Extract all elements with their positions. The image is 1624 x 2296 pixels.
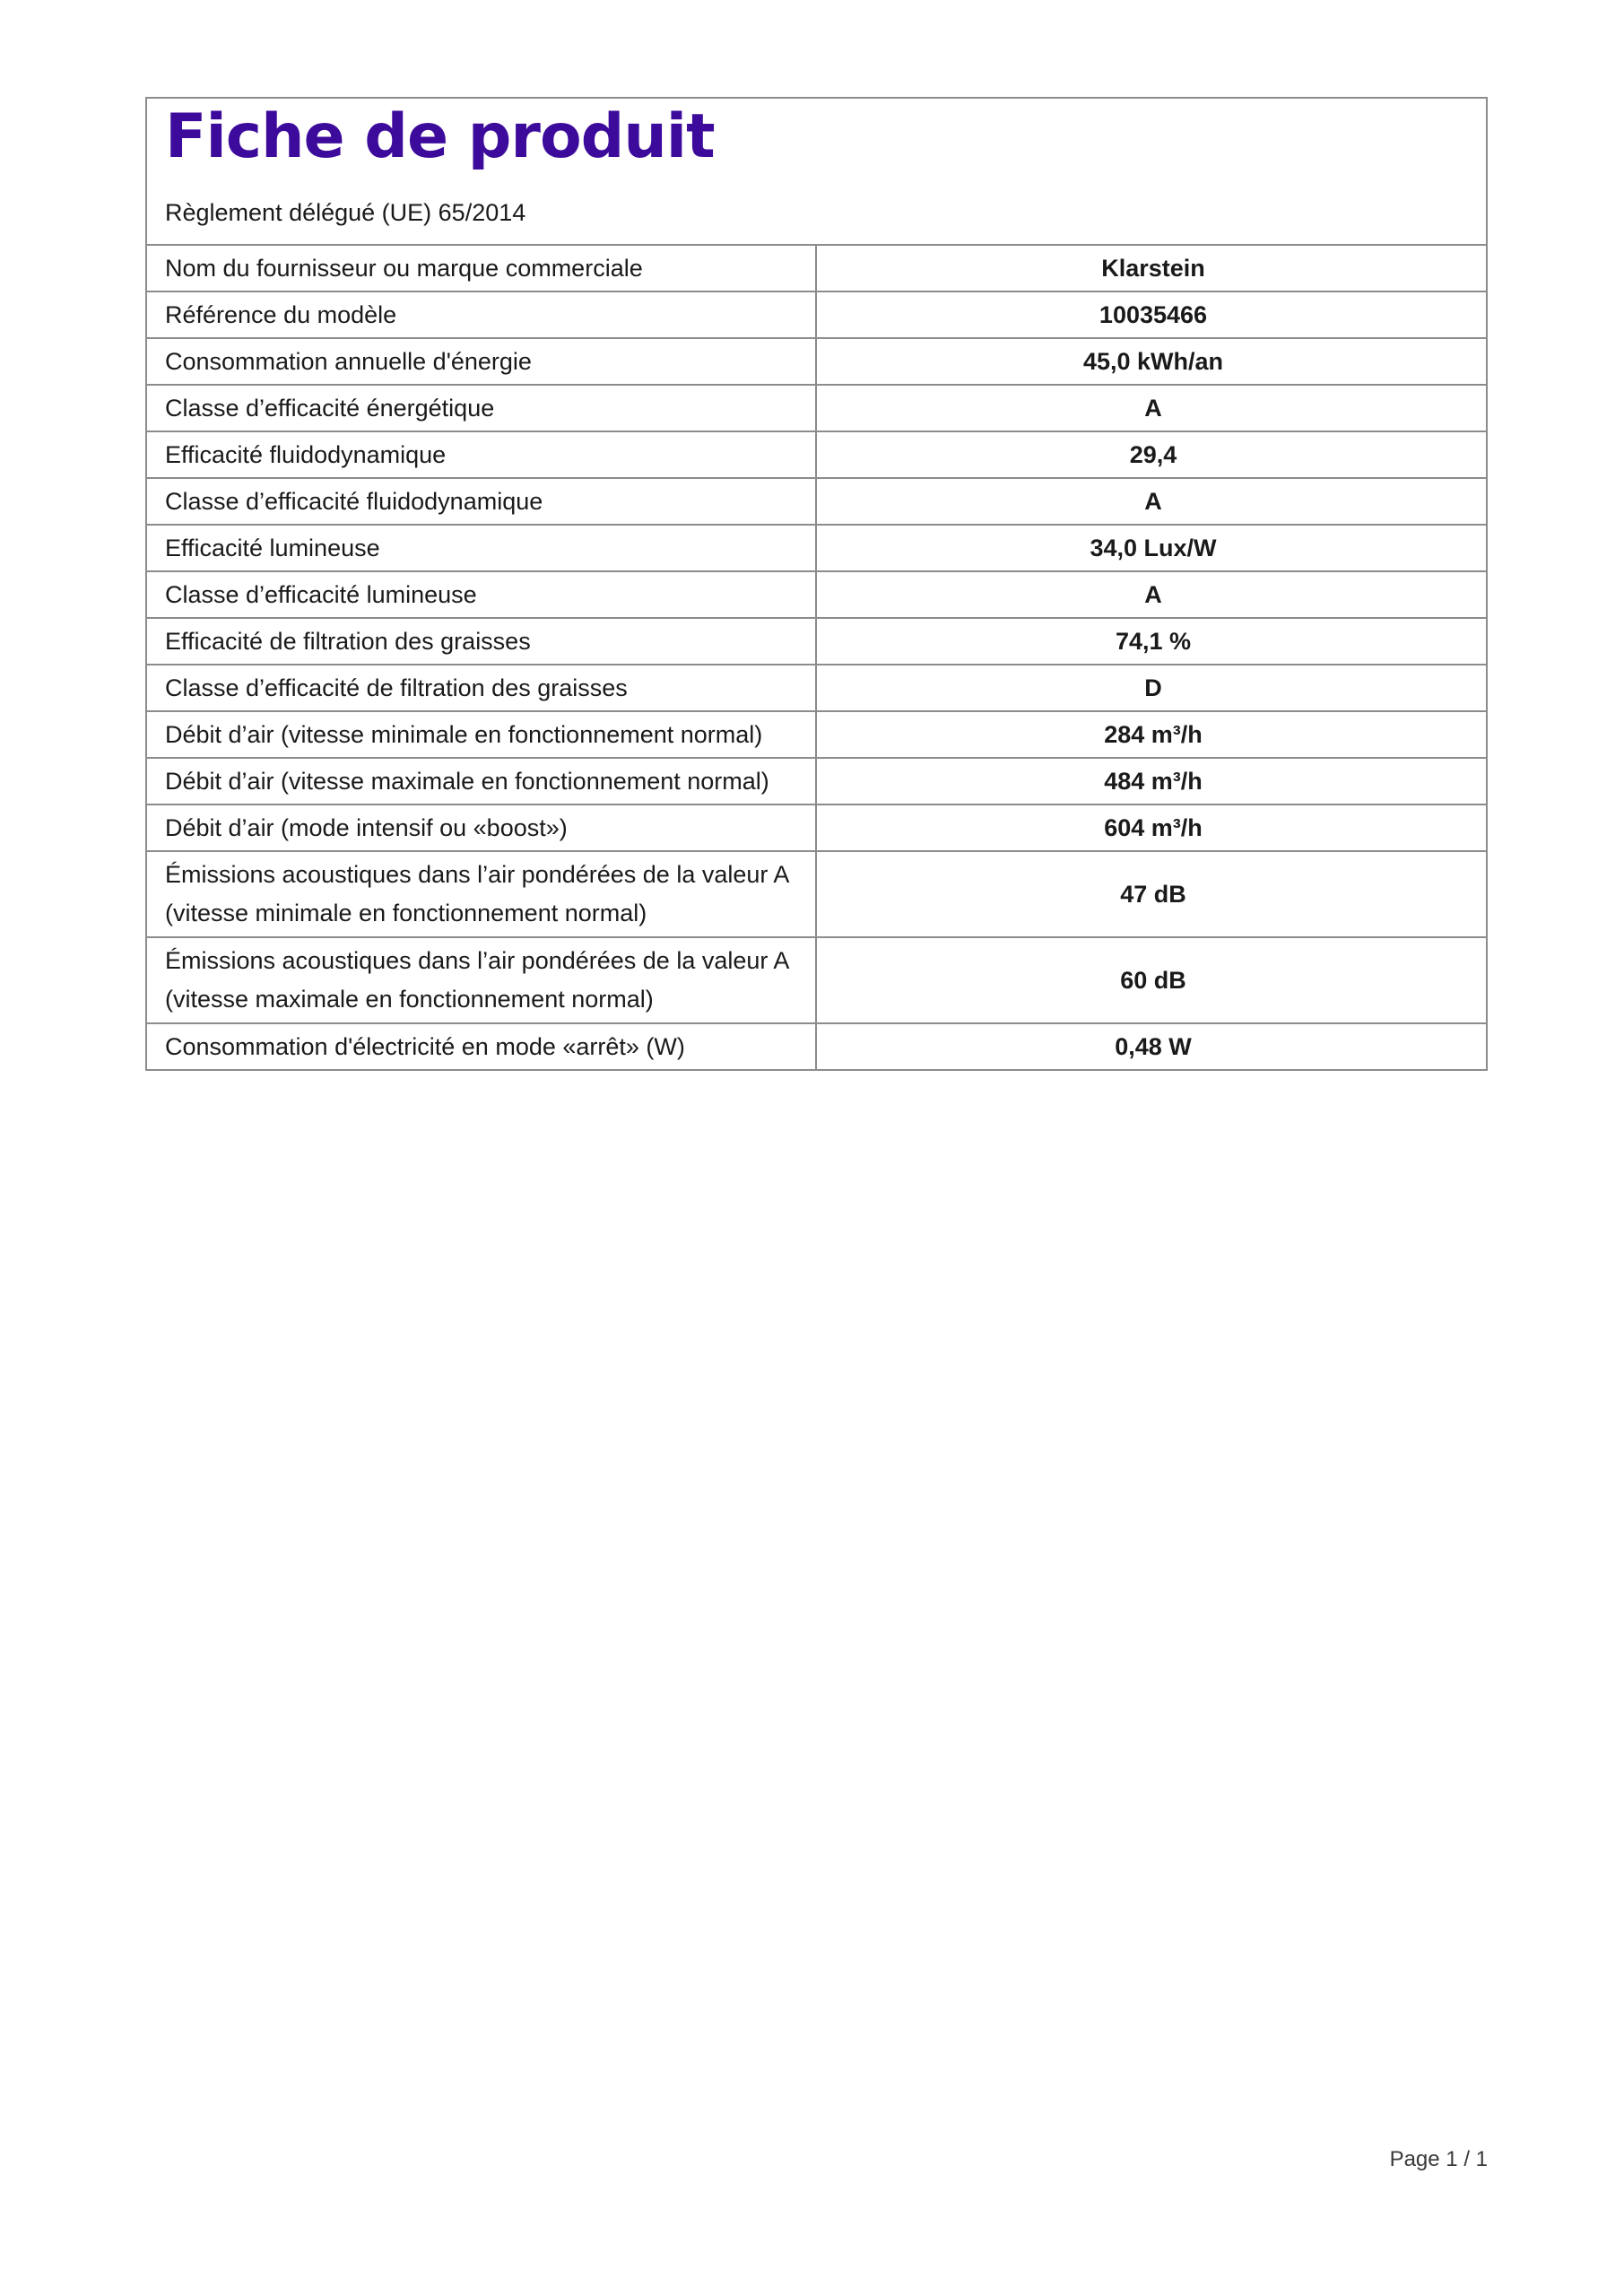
- row-value: 10035466: [816, 291, 1486, 338]
- table-row: [147, 758, 1486, 804]
- page-number: Page 1 / 1: [1389, 2147, 1488, 2171]
- row-label: Débit d’air (vitesse minimale en fonctionnement normal): [147, 711, 816, 758]
- row-value: 284 m³/h: [816, 711, 1486, 758]
- table-row: [147, 338, 1486, 385]
- table-row: [147, 246, 1486, 291]
- row-label: Classe d’efficacité fluidodynamique: [147, 478, 816, 525]
- table-row: [147, 665, 1486, 711]
- row-value: 45,0 kWh/an: [816, 338, 1486, 385]
- table-row: [147, 478, 1486, 525]
- row-label: Efficacité de filtration des graisses: [147, 618, 816, 665]
- row-label: Consommation d'électricité en mode «arrêt» (W): [147, 1023, 816, 1069]
- row-value: 60 dB: [816, 937, 1486, 1023]
- row-label: Efficacité fluidodynamique: [147, 431, 816, 478]
- table-row: [147, 291, 1486, 338]
- row-label: Efficacité lumineuse: [147, 525, 816, 571]
- table-row: [147, 571, 1486, 618]
- row-value: D: [816, 665, 1486, 711]
- row-label: Référence du modèle: [147, 291, 816, 338]
- row-label: Classe d’efficacité énergétique: [147, 385, 816, 431]
- row-value: Klarstein: [1101, 254, 1205, 282]
- row-value: 604 m³/h: [816, 804, 1486, 851]
- row-label: Débit d’air (vitesse maximale en fonctionnement normal): [147, 758, 816, 804]
- row-value: A: [816, 571, 1486, 618]
- row-label: Débit d’air (mode intensif ou «boost»): [147, 804, 816, 851]
- row-value: 484 m³/h: [816, 758, 1486, 804]
- product-sheet: [145, 97, 1488, 1071]
- row-value: 29,4: [816, 431, 1486, 478]
- row-value: 34,0 Lux/W: [816, 525, 1486, 571]
- page-title: Fiche de produit: [165, 101, 715, 172]
- row-label: Classe d’efficacité de filtration des graisses: [147, 665, 816, 711]
- row-value: A: [816, 385, 1486, 431]
- table-row: [147, 618, 1486, 665]
- table-row: [147, 431, 1486, 478]
- product-data-table: [147, 246, 1486, 1069]
- table-row: [147, 937, 1486, 1023]
- table-row: [147, 851, 1486, 937]
- sheet-header: [147, 99, 1486, 246]
- row-label: Nom du fournisseur ou marque commerciale: [147, 246, 816, 291]
- table-row: [147, 525, 1486, 571]
- table-row: [147, 1023, 1486, 1069]
- regulation-subtitle: Règlement délégué (UE) 65/2014: [165, 199, 526, 226]
- row-value: 74,1 %: [816, 618, 1486, 665]
- row-value: 0,48 W: [816, 1023, 1486, 1069]
- table-row: [147, 804, 1486, 851]
- row-label: Émissions acoustiques dans l’air pondérées de la valeur A (vitesse maximale en fonctionnement normal): [147, 937, 816, 1023]
- table-row: [147, 385, 1486, 431]
- row-value: 47 dB: [816, 851, 1486, 937]
- row-label: Émissions acoustiques dans l’air pondérées de la valeur A (vitesse minimale en fonctionnement normal): [147, 851, 816, 937]
- row-value: A: [816, 478, 1486, 525]
- row-label: Consommation annuelle d'énergie: [147, 338, 816, 385]
- row-label: Classe d’efficacité lumineuse: [147, 571, 816, 618]
- table-row: [147, 711, 1486, 758]
